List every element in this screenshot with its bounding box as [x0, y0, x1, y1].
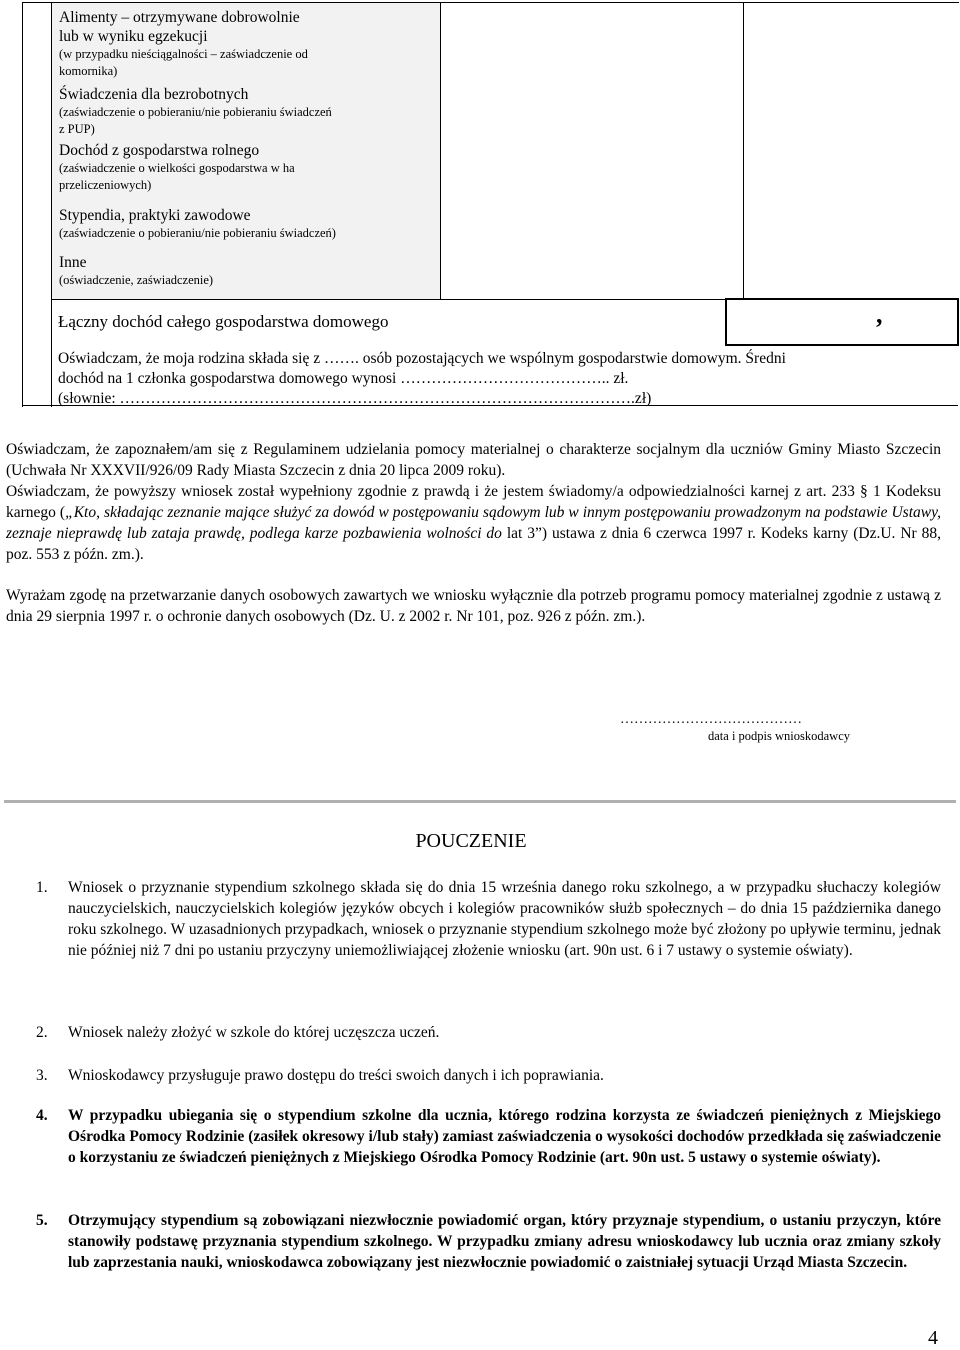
instructions-heading: POUCZENIE: [415, 830, 527, 852]
table-left-strip: [23, 3, 52, 407]
section-separator: [4, 800, 956, 803]
instruction-item-5: 5. Otrzymujący stypendium są zobowiązani niezwłocznie powiadomić organ, który przyznaje stypendium, o ustaniu przyczyn, które stanowiły podstawę przyznania stypendium szkolnego. W przypadku zmiany adresu wnioskodawcy lub ucznia oraz zmiany szkoły lub zaprzestania nauki, wnioskodawca zobowiązany jest niezwłocznie powiadomić o zaistniałej sytuacji Urząd Miasta Szczecin.: [36, 1212, 941, 1271]
signature-label: data i podpis wnioskodawcy: [708, 729, 850, 743]
instruction-item-2: 2. Wniosek należy złożyć w szkole do której uczęszcza uczeń.: [36, 1024, 440, 1041]
income-source-alimony: Alimenty – otrzymywane dobrowolnie lub w wyniku egzekucji (w przypadku nieściągalności – zaświadczenie od komornika): [59, 9, 308, 78]
income-source-farm: Dochód z gospodarstwa rolnego (zaświadczenie o wielkości gospodarstwa w ha przeliczeniowych): [59, 142, 295, 192]
statement-criminal-liability: Oświadczam, że powyższy wniosek został wypełniony zgodnie z prawdą i że jestem świadomy/a odpowiedzialności karnej z art. 233 § 1 Kodeksu karnego („Kto, składając zeznanie mające służyć za dowód w postępowaniu sądowym lub w innym postępowaniu prowadzonym na podstawie Ustawy, zeznaje nieprawdę lub zataja prawdę, podlega karze pozbawienia wolności do lat 3”) ustawa z dnia 6 czerwca 1997 r. Kodeks karny (Dz.U. Nr 88, poz. 553 z późn. zm.).: [6, 483, 941, 563]
income-value-column[interactable]: [441, 3, 744, 300]
income-value-column-2[interactable]: [744, 3, 959, 300]
total-income-label: Łączny dochód całego gospodarstwa domowego: [58, 312, 389, 331]
household-declaration-line-3: (słownie: ……………………………………………………………………………………….zł): [58, 390, 652, 407]
page-number: 4: [928, 1327, 938, 1349]
income-source-unemployment: Świadczenia dla bezrobotnych (zaświadczenie o pobieraniu/nie pobieraniu świadczeń z PUP): [59, 86, 332, 136]
household-declaration-line-1: Oświadczam, że moja rodzina składa się z ……. osób pozostających we wspólnym gospodarstwie domowym. Średni: [58, 350, 786, 367]
income-source-scholarship: Stypendia, praktyki zawodowe (zaświadczenie o pobieraniu/nie pobieraniu świadczeń): [59, 207, 336, 240]
statement-data-consent: Wyrażam zgodę na przetwarzanie danych osobowych zawartych we wniosku wyłącznie dla potrzeb programu pomocy materialnej zgodnie z ustawą z dnia 29 sierpnia 1997 r. o ochronie danych osobowych (Dz. U. z 2002 r. Nr 101, poz. 926 z późn. zm.).: [6, 587, 941, 625]
total-income-comma: ,: [876, 300, 883, 329]
instruction-item-4: 4. W przypadku ubiegania się o stypendium szkolne dla ucznia, którego rodzina korzysta ze świadczeń pieniężnych z Miejskiego Ośrodka Pomocy Rodzinie (zasiłek okresowy i/lub stały) zamiast zaświadczenia o wysokości dochodów przedkłada się zaświadczenie o korzystaniu ze świadczeń pieniężnych z Miejskiego Ośrodka Pomocy Rodzinie (art. 90n ust. 5 ustawy o systemie oświaty).: [36, 1107, 941, 1166]
signature-dots: …………………………………: [620, 712, 802, 727]
table-bottom-border: [22, 405, 958, 406]
instruction-item-3: 3. Wnioskodawcy przysługuje prawo dostępu do treści swoich danych i ich poprawiania.: [36, 1067, 604, 1084]
household-declaration-line-2: dochód na 1 członka gospodarstwa domowego wynosi ………………………………….. zł.: [58, 370, 629, 387]
statement-regulations: Oświadczam, że zapoznałem/am się z Regulaminem udzielania pomocy materialnej o charakterze socjalnym dla uczniów Gminy Miasto Szczecin (Uchwała Nr XXXVII/926/09 Rady Miasta Szczecin z dnia 20 lipca 2009 roku).: [6, 441, 941, 479]
income-table: [22, 2, 959, 407]
total-income-field[interactable]: [725, 298, 959, 346]
income-source-other: Inne (oświadczenie, zaświadczenie): [59, 254, 214, 287]
instruction-item-1: 1. Wniosek o przyznanie stypendium szkolnego składa się do dnia 15 września danego roku szkolnego, a w przypadku słuchaczy kolegiów nauczycielskich, nauczycielskich kolegiów języków obcych i kolegiów pracowników służb społecznych – do dnia 15 października danego roku szkolnego. W uzasadnionych przypadkach, wniosek o przyznanie stypendium szkolnego może być złożony po upływie terminu, jednak nie później niż 7 dni po ustaniu przyczyny uniemożliwiającej złożenie wniosku (art. 90n ust. 6 i 7 ustawy o systemie oświaty).: [36, 879, 941, 959]
